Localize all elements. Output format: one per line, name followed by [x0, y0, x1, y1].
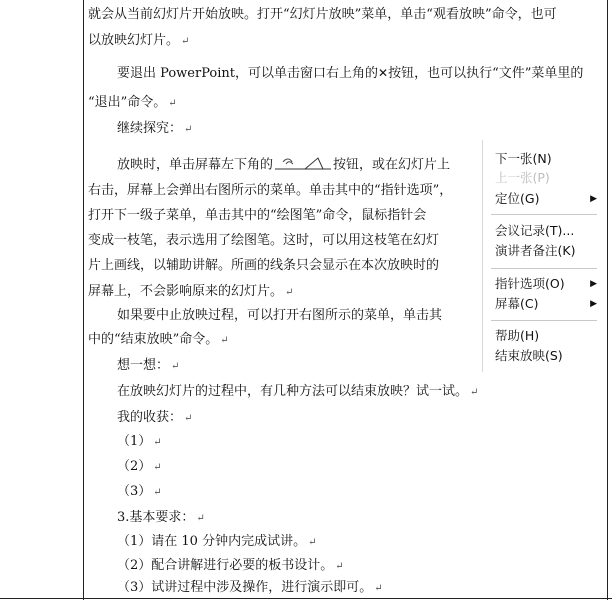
- text-segment: 按钮，也可以执行“文件”菜单里的: [388, 66, 584, 81]
- paragraph-mark: ↵: [285, 287, 294, 298]
- text-segment: 中的“结束放映”命令。: [88, 332, 219, 347]
- text-segment: 右击，屏幕上会弹出右图所示的菜单。单击其中的“指针选项”，: [88, 183, 453, 198]
- menu-item-label: 定位(G): [495, 191, 540, 206]
- submenu-arrow-icon: ▶: [590, 194, 597, 204]
- list-item: （3）试讲过程中涉及操作，进行演示即可。: [117, 580, 373, 595]
- list-item: （2）配合讲解进行必要的板书设计。: [117, 558, 334, 573]
- text-line: [117, 557, 344, 576]
- table-left-border: [83, 0, 84, 600]
- text-line: [117, 579, 383, 598]
- menu-item-help[interactable]: [495, 327, 599, 345]
- text-line: [88, 32, 189, 51]
- text-line: [88, 232, 439, 250]
- text-segment: 在放映幻灯片的过程中，有几种方法可以结束放映？试一试。: [117, 384, 469, 399]
- text-segment: 屏幕上，不会影响原来的幻灯片。: [88, 284, 284, 299]
- paragraph-mark: ↵: [168, 98, 177, 109]
- menu-item-next[interactable]: [495, 150, 599, 168]
- text-segment: 以放映幻灯片。: [88, 33, 180, 48]
- text-line: [88, 94, 177, 113]
- text-line: [117, 433, 162, 452]
- text-segment: “退出”命令。: [88, 95, 167, 110]
- text-line: [117, 483, 162, 502]
- paragraph-mark: ↵: [220, 335, 229, 346]
- text-line: [117, 120, 192, 139]
- menu-item-speaker-notes[interactable]: [495, 242, 599, 260]
- text-line: [88, 182, 452, 200]
- text-line: [117, 153, 450, 177]
- section-label: 想一想：: [117, 358, 170, 373]
- menu-item-meeting-minutes[interactable]: [495, 222, 599, 240]
- list-number: （3）: [117, 484, 152, 499]
- menu-item-label: 帮助(H): [495, 328, 540, 343]
- text-line: [117, 509, 205, 528]
- paragraph-mark: ↵: [184, 124, 193, 135]
- text-segment: 要退出 PowerPoint，可以单击窗口右上角的: [117, 66, 379, 81]
- paragraph-mark: ↵: [470, 387, 479, 398]
- menu-item-label: 下一张(N): [495, 151, 552, 166]
- paragraph-mark: ↵: [153, 462, 162, 473]
- text-line: [117, 533, 316, 552]
- paragraph-mark: ↵: [181, 36, 190, 47]
- menu-item-label: 会议记录(T)...: [495, 223, 575, 238]
- text-segment: 放映时，单击屏幕左下角的: [117, 157, 274, 173]
- paragraph-mark: ↵: [374, 583, 383, 594]
- text-line: [117, 409, 192, 428]
- menu-item-label: 结束放映(S): [495, 348, 563, 363]
- menu-item-label: 演讲者备注(K): [495, 243, 576, 258]
- menu-separator: [491, 320, 597, 321]
- text-line: [88, 283, 293, 302]
- text-segment: 如果要中止放映过程，可以打开右图所示的菜单，单击其: [117, 308, 443, 323]
- menu-item-goto[interactable]: [495, 190, 599, 208]
- menu-separator: [491, 214, 597, 215]
- menu-item-pointer-options[interactable]: [495, 275, 599, 293]
- text-segment: 打开下一级子菜单，单击其中的“绘图笔”命令，鼠标指针会: [88, 208, 427, 223]
- text-line: [117, 458, 162, 477]
- submenu-arrow-icon: ▶: [590, 299, 597, 309]
- paragraph-mark: ↵: [171, 361, 180, 372]
- list-number: （2）: [117, 459, 152, 474]
- list-item: （1）请在 10 分钟内完成试讲。: [117, 534, 307, 549]
- text-line: [88, 6, 557, 24]
- text-line: [88, 257, 439, 275]
- text-line: [88, 207, 426, 225]
- menu-separator: [491, 268, 597, 269]
- text-line: [117, 357, 179, 376]
- table-right-border: [607, 0, 608, 600]
- menu-item-screen[interactable]: [495, 295, 599, 313]
- text-line: [88, 331, 229, 350]
- menu-item-end-show[interactable]: [495, 347, 599, 365]
- slideshow-menu-button-icon: [273, 153, 333, 177]
- text-segment: 变成一枝笔，表示选用了绘图笔。这时，可以用这枝笔在幻灯: [88, 233, 440, 248]
- paragraph-mark: ↵: [184, 413, 193, 424]
- menu-item-label: 指针选项(O): [495, 276, 565, 291]
- paragraph-mark: ↵: [308, 537, 317, 548]
- submenu-arrow-icon: ▶: [590, 279, 597, 289]
- paragraph-mark: ↵: [153, 437, 162, 448]
- list-number: （1）: [117, 434, 152, 449]
- text-line: [117, 64, 583, 83]
- text-segment: 片上画线，以辅助讲解。所画的线条只会显示在本次放映时的: [88, 258, 440, 273]
- text-segment: 就会从当前幻灯片开始放映。打开“幻灯片放映”菜单，单击“观看放映”命令，也可: [88, 7, 557, 22]
- text-line: [117, 307, 442, 325]
- table-bottom-border: [0, 598, 612, 599]
- paragraph-mark: ↵: [335, 561, 344, 572]
- paragraph-mark: ↵: [153, 487, 162, 498]
- section-label: 继续探究：: [117, 121, 183, 136]
- menu-item-label: 屏幕(C): [495, 296, 539, 311]
- paragraph-mark: ↵: [196, 513, 205, 524]
- text-line: [117, 383, 478, 402]
- menu-item-label: 上一张(P): [495, 170, 550, 185]
- close-x-icon: ✕: [378, 66, 389, 80]
- section-label: 3.基本要求：: [117, 510, 195, 525]
- context-menu: [482, 140, 601, 372]
- section-label: 我的收获：: [117, 410, 183, 425]
- menu-item-prev: [495, 169, 599, 187]
- text-segment: 按钮，或在幻灯片上: [333, 157, 451, 173]
